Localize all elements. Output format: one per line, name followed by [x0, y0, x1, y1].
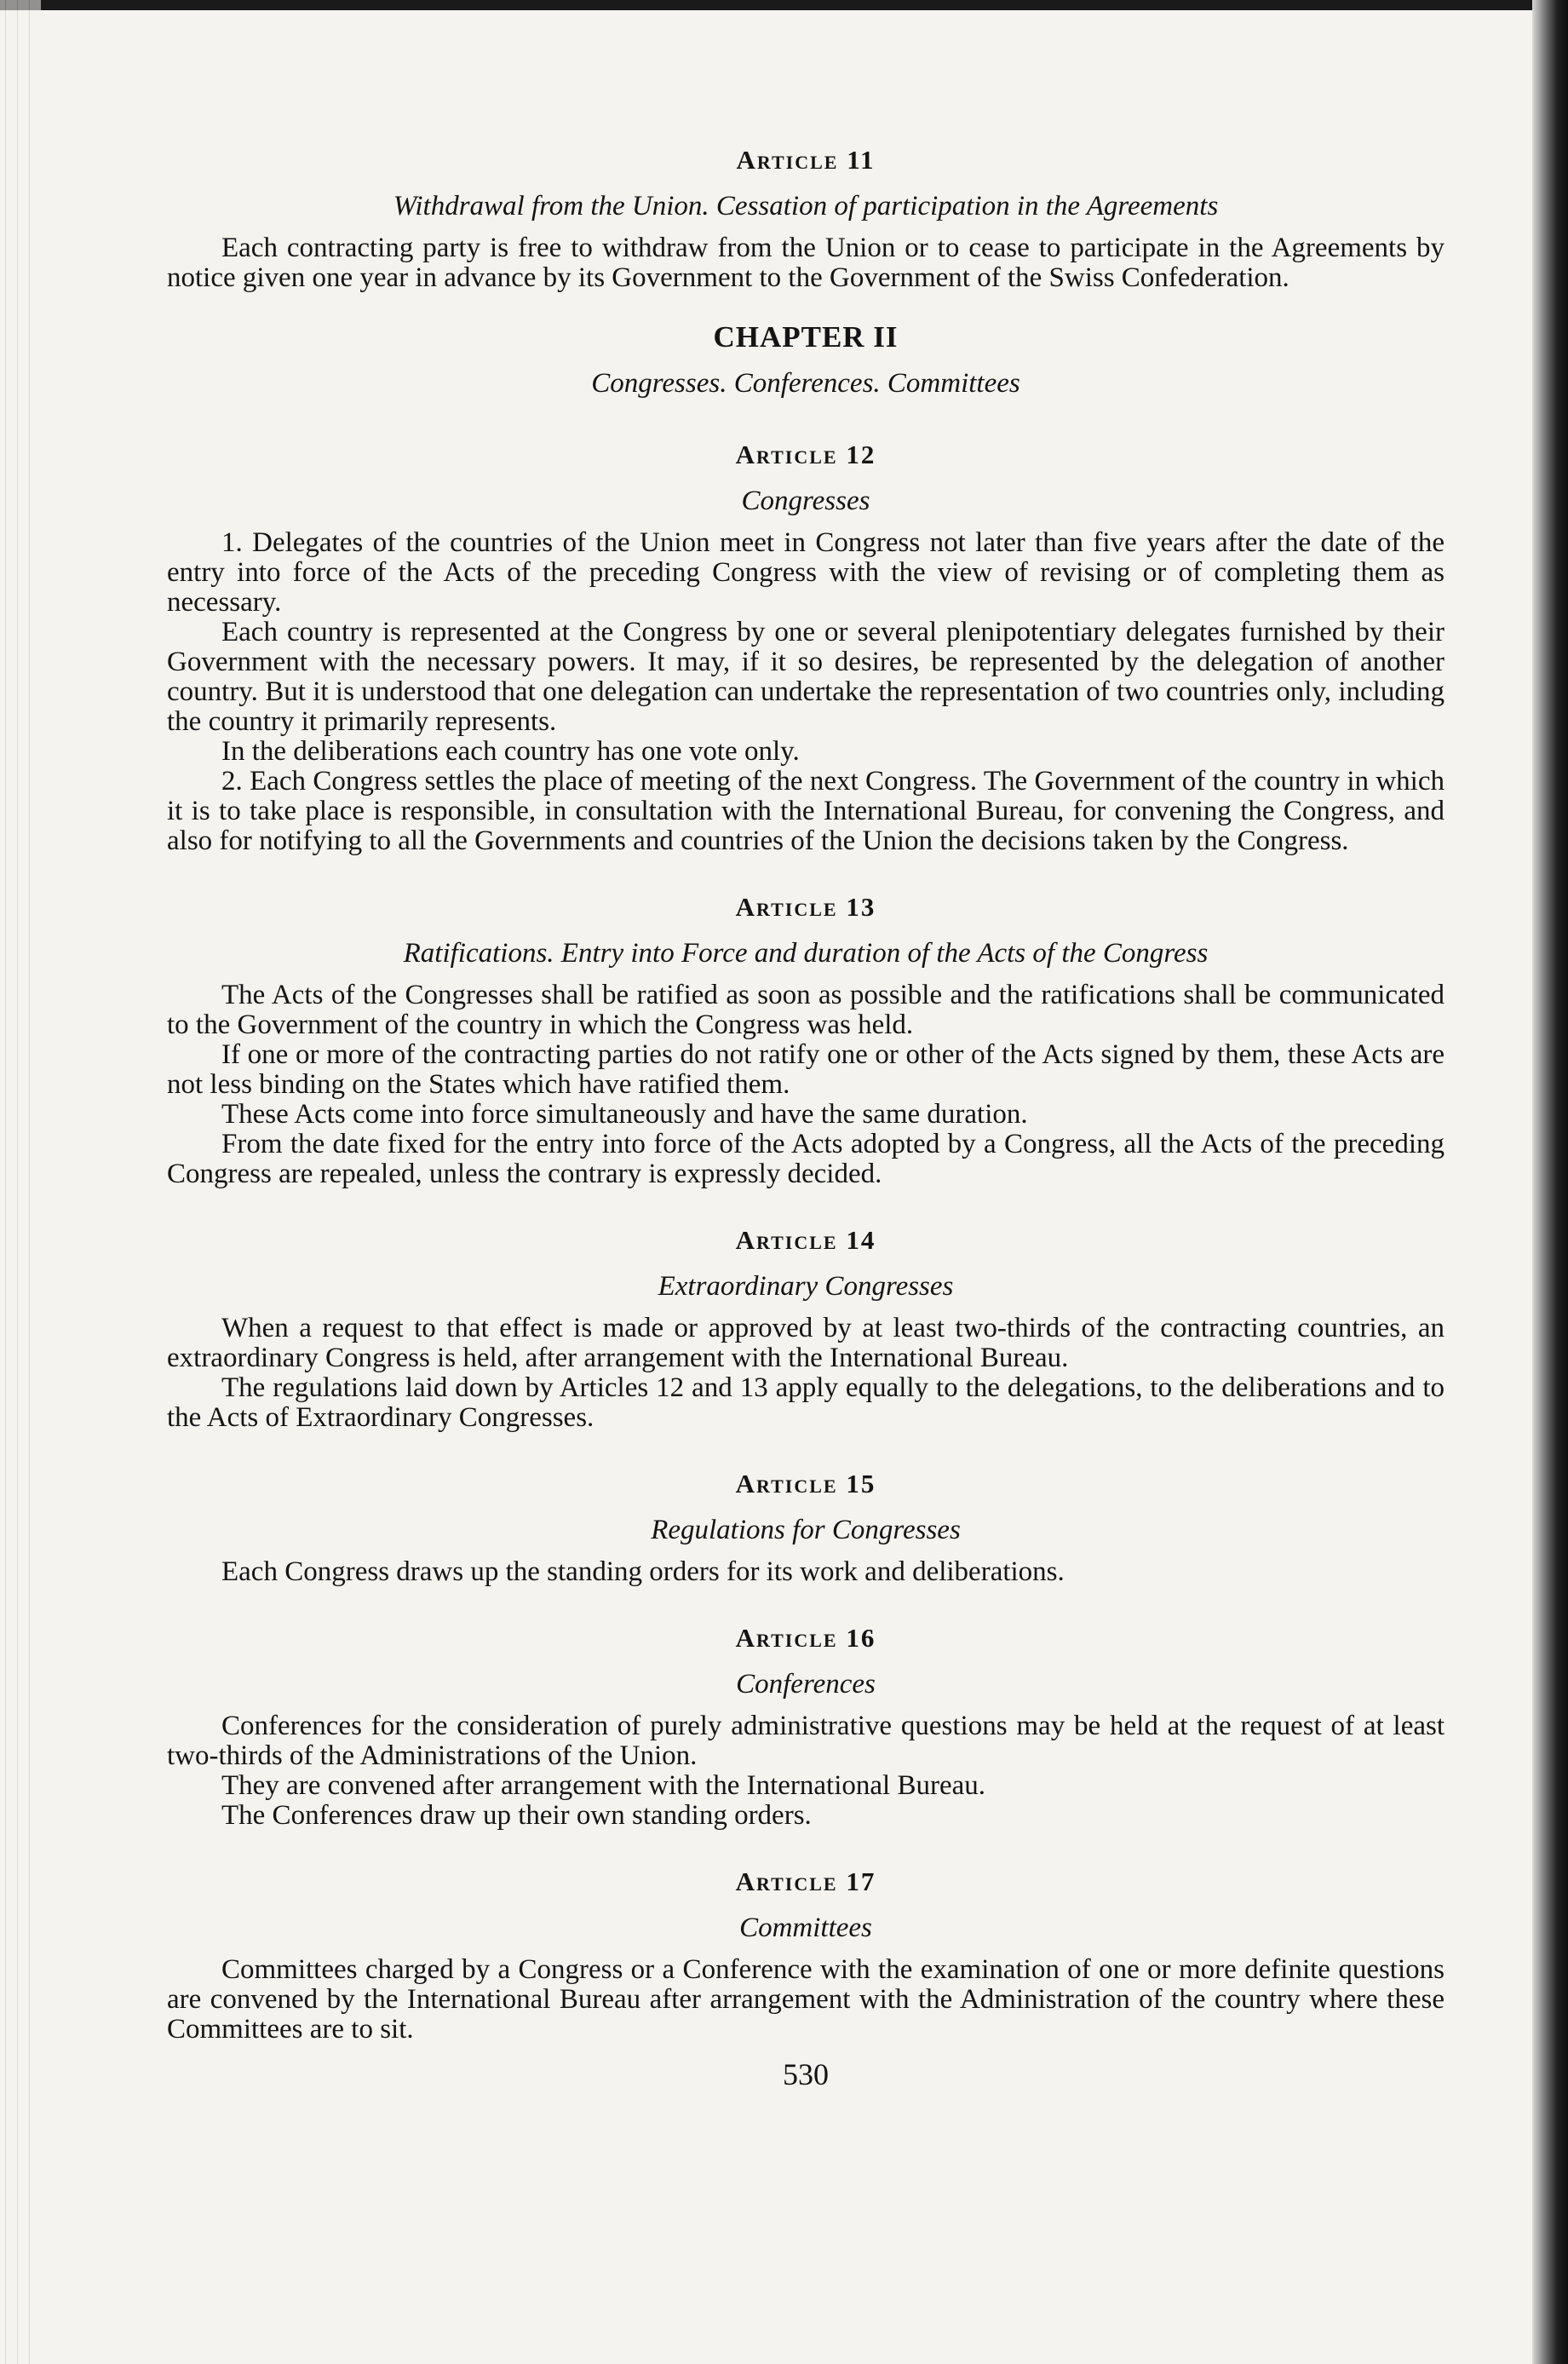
spacer: [167, 293, 1445, 322]
spacer: [167, 1587, 1445, 1623]
paragraph: If one or more of the contracting parties do not ratify one or other of the Acts signed by them, these Acts are not less binding on the States which have ratified them.: [167, 1039, 1445, 1100]
article-11: [167, 145, 1445, 293]
paragraph: 1. Delegates of the countries of the Union meet in Congress not later than five years after the date of the entry into force of the Acts of the preceding Congress with the view of revising or of completing them as necessary.: [167, 527, 1445, 618]
spacer: [167, 1433, 1445, 1469]
chapter-2: [167, 322, 1445, 399]
paragraph: Each Congress draws up the standing orders for its work and deliberations.: [221, 1556, 1065, 1587]
article-heading: Committees: [739, 1912, 872, 1943]
article-title: Article 12: [735, 440, 876, 469]
article-16: [167, 1623, 1445, 1831]
paragraph: In the deliberations each country has one vote only.: [221, 736, 800, 767]
paragraph: These Acts come into force simultaneously and have the same duration.: [221, 1099, 1028, 1130]
paragraph: 2. Each Congress settles the place of meeting of the next Congress. The Government of the country in which it is to take place is responsible, in consultation with the International Bureau, for convening the Congress, and also for notifying to all the Governments and countries of the Union the decisions taken by the Congress.: [167, 766, 1445, 856]
article-heading: Extraordinary Congresses: [658, 1271, 954, 1302]
scan-left-binding: [0, 0, 41, 2364]
paragraph: The Acts of the Congresses shall be ratified as soon as possible and the ratifications shall be communicated to the Government of the country in which the Congress was held.: [167, 980, 1445, 1040]
article-title: Article 13: [735, 892, 876, 922]
article-12: [167, 440, 1445, 856]
article-14: [167, 1225, 1445, 1433]
article-heading: Conferences: [736, 1669, 876, 1700]
paragraph: The regulations laid down by Articles 12 and 13 apply equally to the delegations, to the deliberations and to the Acts of Extraordinary Congresses.: [167, 1372, 1445, 1433]
paragraph: The Conferences draw up their own standing orders.: [221, 1800, 812, 1831]
spacer: [167, 411, 1445, 440]
paragraph: Each country is represented at the Congress by one or several plenipotentiary delegates furnished by their Government with the necessary powers. It may, if it so desires, be represented by the delegation of another country. But it is understood that one delegation can undertake the representation of two countries only, including the country it primarily represents.: [167, 617, 1445, 737]
article-title: Article 17: [735, 1866, 876, 1896]
paragraph: When a request to that effect is made or approved by at least two-thirds of the contracting countries, an extraordinary Congress is held, after arrangement with the International Bureau.: [167, 1313, 1445, 1373]
page-number: 530: [783, 2057, 829, 2091]
scan-right-edge: [1532, 0, 1568, 2364]
scan-top-edge: [0, 0, 1568, 10]
article-13: [167, 892, 1445, 1189]
article-title: Article 11: [736, 145, 876, 175]
spacer: [167, 856, 1445, 892]
article-heading: Regulations for Congresses: [651, 1515, 961, 1545]
article-title: Article 16: [735, 1623, 876, 1653]
article-title: Article 15: [735, 1469, 876, 1498]
document-page: [167, 145, 1445, 2090]
article-title: Article 14: [735, 1225, 876, 1255]
article-heading: Withdrawal from the Union. Cessation of participation in the Agreements: [393, 191, 1219, 221]
paragraph: Committees charged by a Congress or a Conference with the examination of one or more definite questions are convened by the International Bureau after arrangement with the Administration of the country where these Committees are to sit.: [167, 1954, 1445, 2045]
paragraph: They are convened after arrangement with the International Bureau.: [221, 1770, 985, 1801]
paragraph: From the date fixed for the entry into force of the Acts adopted by a Congress, all the Acts of the preceding Congress are repealed, unless the contrary is expressly decided.: [167, 1129, 1445, 1189]
spacer: [167, 1831, 1445, 1866]
article-heading: Congresses: [741, 486, 870, 516]
chapter-heading: Congresses. Conferences. Committees: [591, 368, 1020, 399]
chapter-title: CHAPTER II: [713, 320, 899, 354]
article-heading: Ratifications. Entry into Force and duration of the Acts of the Congress: [403, 938, 1209, 969]
paragraph: Each contracting party is free to withdraw from the Union or to cease to participate in the Agreements by notice given one year in advance by its Government to the Government of the Swiss Confederation.: [167, 233, 1445, 293]
spacer: [167, 1189, 1445, 1225]
paragraph: Conferences for the consideration of purely administrative questions may be held at the request of at least two-thirds of the Administrations of the Union.: [167, 1711, 1445, 1771]
article-15: [167, 1469, 1445, 1587]
article-17: [167, 1866, 1445, 2045]
